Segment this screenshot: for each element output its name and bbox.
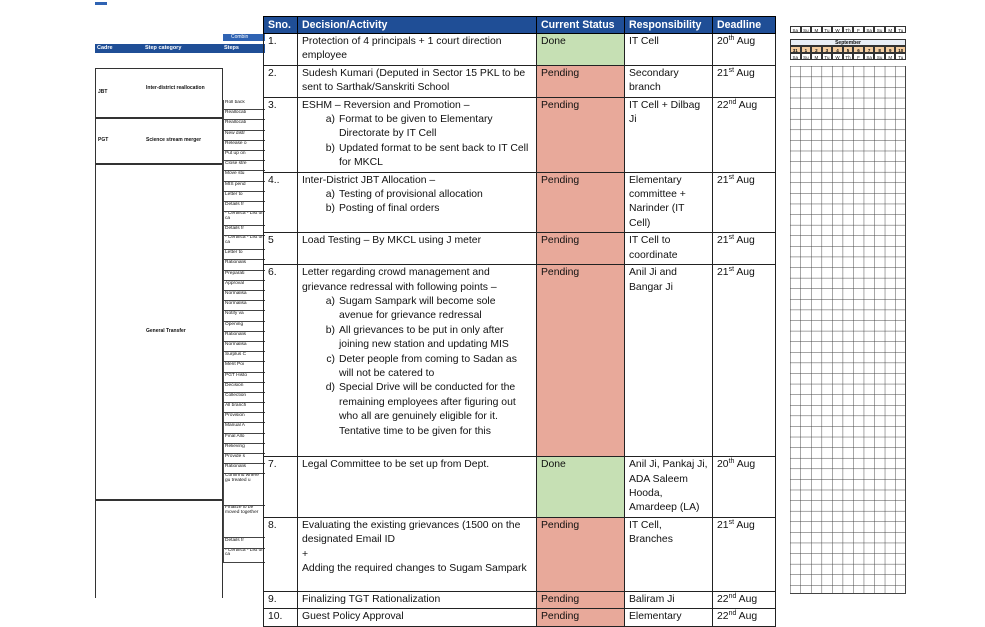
sheet-header-category: Step category [145,45,182,51]
decision-subitem: c. Deter people from coming to Sadan as will not be catered to [335,353,532,382]
cell-deadline [713,517,776,591]
cell-sno: 6. [264,265,298,457]
sheet-group-pgt [95,118,223,164]
sheet-step-cell: Normalisa [223,301,265,311]
deadline-month: Aug [736,611,758,623]
sheet-step-cell: Release o [223,141,265,151]
cell-decision [298,65,537,97]
calendar-cell: Sa [864,53,875,60]
cell-sno: 8. [264,517,298,591]
sheet-header-cadre: Cadre [97,45,113,51]
deadline-day: 21 [717,267,729,279]
sheet-step-cell: MIS pend [223,182,265,192]
sheet-step-cell: Rationalis [223,260,265,270]
cell-responsibility: Anil Ji, Pankaj Ji, ADA Saleem Hooda, Amardeep (LA) [625,457,713,518]
decision-sublist [302,113,532,171]
deadline-suffix: th [728,458,735,466]
calendar-cell: Sa [790,53,801,60]
calendar-cell: M [811,53,822,60]
decision-text: Letter regarding crowd management and grievance redressal with following points – [302,267,497,293]
cell-decision [298,457,537,518]
deadline-day: 22 [717,99,729,111]
deadline-month: Aug [734,174,755,186]
calendar-cell: Tu [822,53,833,60]
sheet-step-cell: Preparati [223,271,265,281]
cell-decision [298,34,537,66]
decision-sublist [302,295,532,439]
sheet-step-cell: Normalisa [223,342,265,352]
calendar-cell: F [853,26,864,33]
calendar-cell: 4 [832,46,843,53]
header-decision: Decision/Activity [298,17,537,34]
calendar-cell: 5 [843,46,854,53]
calendar-cell: Th [843,53,854,60]
deadline-month: Aug [734,67,755,79]
sheet-header-band-label: Combin [231,34,249,40]
background-calendar [790,26,906,596]
sheet-step-cell: Details fr [223,226,265,236]
cell-sno: 9. [264,591,298,608]
calendar-top-days-row [790,26,906,33]
sheet-step-cell: Provide s [223,454,265,464]
header-sno: Sno. [264,17,298,34]
sheet-group-jbt [95,68,223,118]
sheet-cadre: JBT [98,89,108,95]
sheet-steps-column [223,100,265,563]
header-status: Current Status [537,17,625,34]
decision-text: Inter-District JBT Allocation – [302,174,436,186]
calendar-cell: 31 [790,46,801,53]
decision-line: Evaluating the existing grievances (1500 on the designated Email ID [302,519,521,546]
calendar-cell: M [885,26,896,33]
sheet-step-cell: Confirmu where gu treated u [223,474,265,506]
cell-status: Pending [537,265,625,457]
calendar-cell: Su [801,26,812,33]
sheet-cadre: PGT [98,137,109,143]
calendar-cell: M [885,53,896,60]
table-row [264,457,776,518]
decision-text: Finalizing TGT Rationalization [302,593,441,605]
deadline-day: 22 [717,593,729,605]
deadline-day: 22 [717,611,729,623]
cell-deadline [713,97,776,172]
header-deadline: Deadline [713,17,776,34]
deadline-suffix: st [728,173,735,181]
cell-decision [298,233,537,265]
sheet-step-cell: Decision [223,383,265,393]
calendar-cell: W [832,53,843,60]
calendar-cell: Tu [822,26,833,33]
cell-deadline [713,233,776,265]
cell-status: Pending [537,517,625,591]
cell-responsibility: Baliram Ji [625,591,713,608]
sheet-step-cell: Merit Poi [223,362,265,372]
decision-line: + [302,548,309,560]
cell-decision [298,591,537,608]
calendar-cell: 8 [874,46,885,53]
cell-deadline [713,34,776,66]
deadline-suffix: st [728,518,735,526]
calendar-cell: Su [874,53,885,60]
sheet-step-cell: New distr [223,131,265,141]
deadline-day: 20 [717,36,729,47]
sheet-step-cell: Final Allo [223,434,265,444]
decision-subitem: a. Sugam Sampark will become sole avenue for grievance redressal [335,295,532,324]
deadline-suffix: nd [728,610,737,618]
cell-deadline [713,457,776,518]
table-body [264,34,776,627]
decision-text: Legal Committee to be set up from Dept. [302,459,490,471]
sheet-step-cell: Reallocati [223,110,265,120]
cell-decision [298,609,537,626]
sheet-header-band [223,34,265,41]
sheet-step-cell: Letter to [223,192,265,202]
sheet-step-cell: Letter to [223,250,265,260]
cell-sno: 4.. [264,172,298,233]
decision-subitem: a. Format to be given to Elementary Directorate by IT Cell [335,113,532,142]
cell-responsibility: Elementary [625,609,713,626]
deadline-month: Aug [734,36,756,47]
cell-decision [298,97,537,172]
table-header-row [264,17,776,34]
sheet-step-cell: Collection [223,393,265,403]
calendar-days-row [790,53,906,60]
calendar-cell: F [853,53,864,60]
cell-deadline [713,172,776,233]
cell-responsibility: IT Cell [625,34,713,66]
cell-sno: 3. [264,97,298,172]
sheet-header-row [95,44,265,53]
cell-responsibility: Elementary committee + Narinder (IT Cell) [625,172,713,233]
sheet-group-blank [95,500,223,598]
deadline-suffix: nd [728,592,737,600]
background-spreadsheet [95,34,265,598]
deadline-suffix: nd [728,98,737,106]
calendar-cell: Sa [864,26,875,33]
header-fragment [95,2,107,5]
sheet-step-cell: Notify va [223,311,265,321]
cell-sno: 5 [264,233,298,265]
decision-text: Load Testing – By MKCL using J meter [302,235,482,247]
cell-status: Pending [537,609,625,626]
sheet-step-cell: Relieving [223,444,265,454]
cell-status: Done [537,34,625,66]
calendar-cell: Tu [895,53,906,60]
decision-subitem: b. All grievances to be put in only after joining new station and updating MIS [335,324,532,353]
cell-responsibility: IT Cell, Branches [625,517,713,591]
deadline-month: Aug [734,459,756,471]
table-row [264,65,776,97]
decision-text: Protection of 4 principals + 1 court direction employee [302,36,502,62]
cell-deadline [713,591,776,608]
decision-subitem: b. Posting of final orders [335,202,532,216]
sheet-step-cell: Put up on [223,151,265,161]
cell-decision [298,172,537,233]
header-responsibility: Responsibility [625,17,713,34]
cell-responsibility: IT Cell + Dilbag Ji [625,97,713,172]
calendar-cell: Su [801,53,812,60]
calendar-dates-row [790,46,906,53]
cell-status: Pending [537,65,625,97]
sheet-category: General Transfer [146,328,186,334]
calendar-cell: M [811,26,822,33]
sheet-step-cell: Details fr [223,538,265,548]
cell-responsibility: Secondary branch [625,65,713,97]
decision-table [263,16,776,627]
cell-responsibility: IT Cell to coordinate [625,233,713,265]
calendar-cell: 10 [895,46,906,53]
sheet-step-cell: Reallocati [223,120,265,130]
calendar-cell: 7 [864,46,875,53]
decision-subitem: b. Updated format to be sent back to IT Cell for MKCL [335,142,532,171]
cell-sno: 1. [264,34,298,66]
deadline-month: Aug [736,99,758,111]
cell-deadline [713,609,776,626]
calendar-cell: Tu [895,26,906,33]
deadline-day: 21 [717,519,729,531]
sheet-step-cell: Move stu [223,171,265,181]
calendar-grid [790,66,906,594]
decision-text: ESHM – Reversion and Promotion – [302,99,470,111]
calendar-cell: Sa [790,26,801,33]
deadline-month: Aug [734,235,755,247]
sheet-step-cell: - Certifica - List of ca [223,212,265,226]
deadline-suffix: st [728,234,735,242]
deadline-day: 21 [717,174,729,186]
deadline-day: 21 [717,67,729,79]
sheet-header-steps: Steps [224,45,239,51]
cell-deadline [713,265,776,457]
cell-status: Done [537,457,625,518]
sheet-step-cell: - Certifica - List of ca [223,549,265,563]
cell-deadline [713,65,776,97]
calendar-month: September [790,39,906,46]
table-row [264,172,776,233]
sheet-group-general [95,164,223,500]
cell-status: Pending [537,97,625,172]
calendar-cell: Th [843,26,854,33]
sheet-step-cell: Close stre [223,161,265,171]
sheet-step-cell: PGT Histo [223,373,265,383]
deadline-suffix: st [728,266,735,274]
decision-text: Guest Policy Approval [302,611,404,623]
cell-status: Pending [537,172,625,233]
sheet-category: Science stream merger [146,137,202,143]
sheet-step-cell: Finalize lo be moved together [223,506,265,538]
table-row [264,265,776,457]
table-row [264,233,776,265]
table-row [264,97,776,172]
table-row [264,609,776,626]
calendar-cell: 6 [853,46,864,53]
deadline-day: 21 [717,235,729,247]
deadline-month: Aug [734,267,755,279]
sheet-step-cell: Manual A [223,423,265,433]
sheet-step-cell: Opening [223,322,265,332]
cell-status: Pending [537,591,625,608]
deadline-month: Aug [736,593,758,605]
cell-sno: 10. [264,609,298,626]
sheet-step-cell: Roll back [223,100,265,110]
sheet-step-cell: Provision [223,413,265,423]
calendar-cell: 3 [822,46,833,53]
calendar-cell: 1 [801,46,812,53]
decision-sublist [302,188,532,217]
decision-subitem: d. Special Drive will be conducted for the remaining employees after figuring out who all are genuinely eligible for it. Tentative time to be given for this [335,381,532,439]
sheet-category: Inter-district reallocation [146,85,205,91]
calendar-cell: 2 [811,46,822,53]
decision-line: Adding the required changes to Sugam Sampark [302,562,527,574]
sheet-step-cell: Details fr [223,202,265,212]
decision-subitem: a. Testing of provisional allocation [335,188,532,202]
sheet-step-cell: Surplus C [223,352,265,362]
cell-decision [298,265,537,457]
calendar-cell: W [832,26,843,33]
sheet-step-cell: - Certifica - List of ca [223,236,265,250]
deadline-suffix: th [728,35,735,42]
calendar-cell: Su [874,26,885,33]
cell-sno: 7. [264,457,298,518]
decision-text: Sudesh Kumari (Deputed in Sector 15 PKL to be sent to Sarthak/Sanskriti School [302,67,526,94]
sheet-step-cell: Rationalis [223,464,265,474]
deadline-suffix: st [728,66,735,74]
sheet-step-cell: All branch [223,403,265,413]
deadline-month: Aug [734,519,755,531]
sheet-step-cell: Normalisa [223,291,265,301]
table-row [264,34,776,66]
cell-decision [298,517,537,591]
sheet-step-cell: Rationalis [223,332,265,342]
table-row [264,591,776,608]
deadline-day: 20 [717,459,729,471]
calendar-cell: 9 [885,46,896,53]
sheet-step-cell: Approval [223,281,265,291]
table-row [264,517,776,591]
cell-responsibility: Anil Ji and Bangar Ji [625,265,713,457]
cell-sno: 2. [264,65,298,97]
cell-status: Pending [537,233,625,265]
